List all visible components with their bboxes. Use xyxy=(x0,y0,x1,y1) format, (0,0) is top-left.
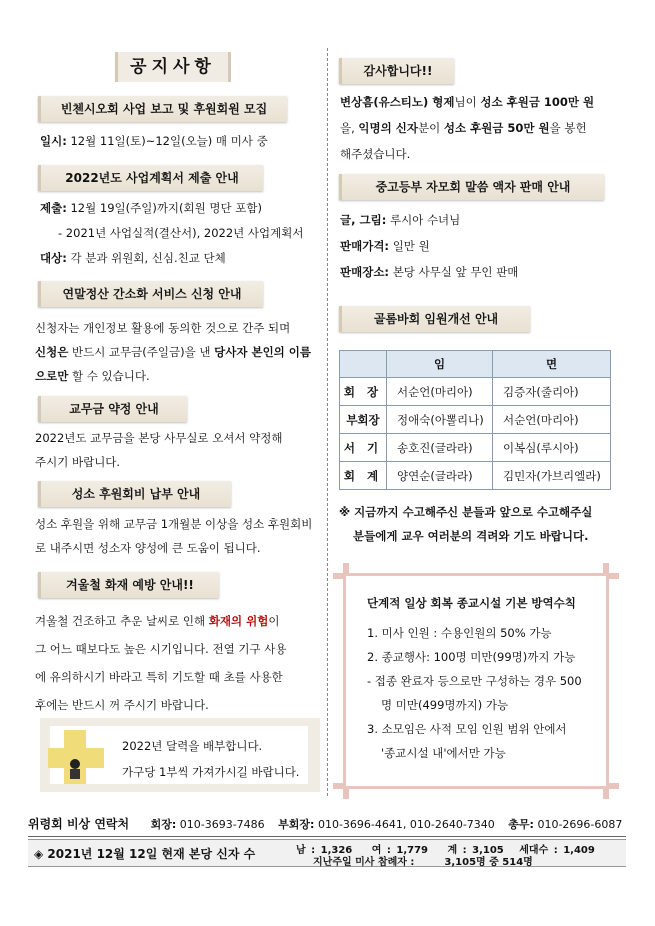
section-title-fire: 겨울철 화재 예방 안내!! xyxy=(38,572,219,598)
bottom-rule xyxy=(28,836,626,837)
fire-paragraph: 겨울철 건조하고 추운 날씨로 인해 화재의 위험이 그 어느 때보다도 높은 시기입니다. 전열 기구 사용 에 유의하시기 바라고 특히 기도할 때 초를 사용한 후에는 반드시 꺼 주시기 바랍니다. xyxy=(35,614,287,712)
calendar-line-2: 가구당 1부씩 가져가시길 바랍니다. xyxy=(122,765,300,779)
table-row: 서 기 송호진(글라라) 이복심(루시아) xyxy=(340,434,611,462)
thanks-paragraph: 변상흠(유스티노) 형제님이 성소 후원금 100만 원 을, 익명의 신자분이 성소 후원금 50만 원을 봉헌 해주셨습니다. xyxy=(340,95,595,161)
section-title-tax: 연말정산 간소화 서비스 신청 안내 xyxy=(38,281,263,307)
parish-count-stats: 남 : 1,326 여 : 1,779 계 : 3,105 세대수 : 1,409 xyxy=(296,845,595,856)
vocation-paragraph: 성소 후원을 위해 교무금 1개월분 이상을 성소 후원회비 로 내주시면 성소자 양성에 큰 도움이 됩니다. xyxy=(35,517,313,555)
section-title-frame-sale: 중고등부 자모회 말씀 액자 판매 안내 xyxy=(339,174,604,200)
column-divider xyxy=(327,48,328,796)
notice-title: 공지사항 xyxy=(115,52,231,82)
section-title-thanks: 감사합니다!! xyxy=(339,58,454,84)
table-row: 부회장 정애숙(아뽈리나) 서순언(마리아) xyxy=(340,406,611,434)
sale-row-place: 판매장소: 본당 사무실 앞 무인 판매 xyxy=(340,265,519,279)
plan-line-3: 대상: 각 분과 위원회, 신심.친교 단체 xyxy=(40,251,226,265)
mass-attendance: 지난주일 미사 참례자 : 3,105명 중 514명 xyxy=(313,857,533,868)
col-header-dismissed: 면 xyxy=(493,351,611,378)
calendar-line-1: 2022년 달력을 배부합니다. xyxy=(122,739,263,753)
officers-header-row xyxy=(340,351,611,378)
col-header-appointed: 임 xyxy=(387,351,493,378)
section-title-plan: 2022년도 사업계획서 제출 안내 xyxy=(38,165,263,191)
table-row: 회 장 서순언(마리아) 김증자(줄리아) xyxy=(340,378,611,406)
quarantine-rules: 1. 미사 인원 : 수용인원의 50% 가능 2. 종교행사: 100명 미만(99명)까지 가능 - 접종 완료자 등으로만 구성하는 경우 500 명 미만(499명까지) 가능 3. 소모임은 사적 모임 인원 범위 안에서 '종교시설 내'에서만 가능 xyxy=(367,626,582,760)
parish-count-title: ◈ 2021년 12월 12일 현재 본당 신자 수 xyxy=(34,847,256,861)
section-title-pledge: 교무금 약정 안내 xyxy=(38,396,187,422)
table-row: 회 계 양연순(글라라) 김민자(가브리엘라) xyxy=(340,462,611,490)
emergency-contacts: 위령회 비상 연락처 회장: 010-3693-7486 부회장: 010-3696-4641, 010-2640-7340 총무: 010-2696-6087 xyxy=(28,817,623,831)
section-title-officers: 골롬바회 임원개선 안내 xyxy=(339,306,530,332)
quarantine-title: 단계적 일상 회복 종교시설 기본 방역수칙 xyxy=(367,596,576,610)
plan-line-1: 제출: 12월 19일(주일)까지(회원 명단 포함) xyxy=(40,201,262,215)
officers-table xyxy=(339,350,611,490)
sale-row-price: 판매가격: 일만 원 xyxy=(340,239,430,253)
plan-line-2: - 2021년 사업실적(결산서), 2022년 사업계획서 xyxy=(58,226,304,240)
tax-paragraph: 신청자는 개인정보 활용에 동의한 것으로 간주 되며 신청은 반드시 교무금(주일금)을 낸 당사자 본인의 이름 으로만 할 수 있습니다. xyxy=(35,321,312,383)
officers-note: ※ 지금까지 수고해주신 분들과 앞으로 수고해주실 분들에게 교우 여러분의 격려와 기도 바랍니다. xyxy=(339,505,593,543)
quarantine-box xyxy=(333,563,619,799)
section-title-vocation: 성소 후원회비 납부 안내 xyxy=(38,481,231,507)
vincent-date: 일시: 12월 11일(토)~12일(오늘) 매 미사 중 xyxy=(40,134,268,148)
calendar-icon xyxy=(44,724,114,786)
calendar-notice-box xyxy=(40,718,320,792)
pledge-paragraph: 2022년도 교무금을 본당 사무실로 오셔서 약정해 주시기 바랍니다. xyxy=(35,431,283,469)
section-title-vincent: 빈첸시오회 사업 보고 및 후원회원 모집 xyxy=(38,96,287,122)
parish-count-band xyxy=(28,839,626,867)
sale-row-artist: 글, 그림: 루시아 수녀님 xyxy=(340,213,461,227)
